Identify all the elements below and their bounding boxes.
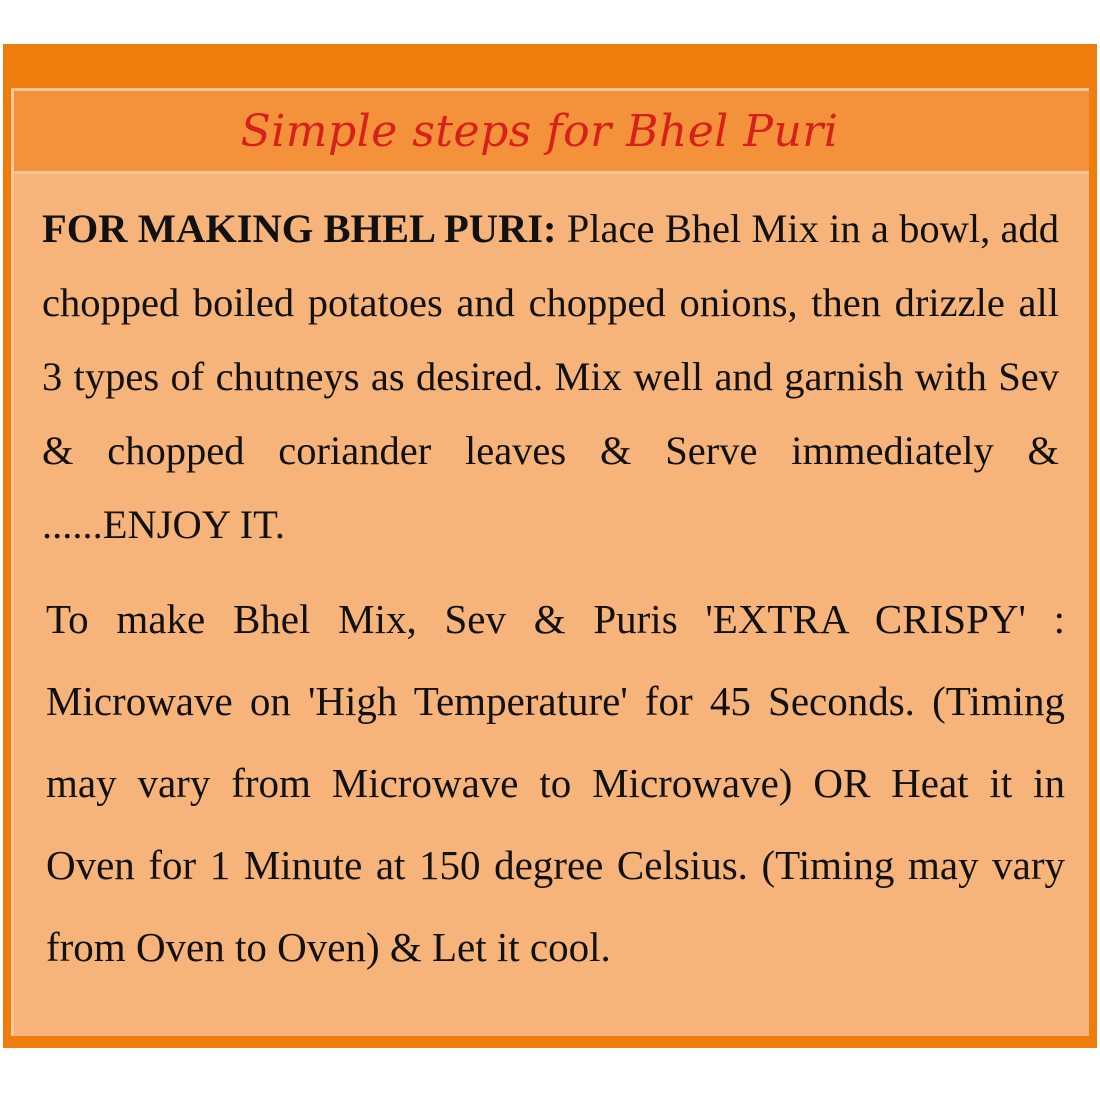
preparation-paragraph bbox=[42, 192, 1059, 562]
recipe-panel bbox=[11, 88, 1089, 1036]
preparation-text: Place Bhel Mix in a bowl, add chopped boiled potatoes and chopped onions, then drizzle all 3 types of chutneys as desired. Mix well and garnish with Sev & chopped coriander leaves & Serve immediately & ......ENJOY IT. bbox=[42, 206, 1059, 547]
recipe-card bbox=[3, 44, 1097, 1048]
recipe-body bbox=[14, 174, 1089, 988]
crispy-tip-paragraph: To make Bhel Mix, Sev & Puris 'EXTRA CRISPY' : Microwave on 'High Temperature' for 45 Seconds. (Timing may vary from Microwave to Microwave) OR Heat it in Oven for 1 Minute at 150 degree Celsius. (Timing may vary from Oven to Oven) & Let it cool. bbox=[46, 596, 1065, 970]
recipe-title: Simple steps for Bhel Puri bbox=[240, 105, 839, 157]
title-band bbox=[14, 91, 1089, 174]
preparation-heading: FOR MAKING BHEL PURI: bbox=[42, 206, 557, 251]
